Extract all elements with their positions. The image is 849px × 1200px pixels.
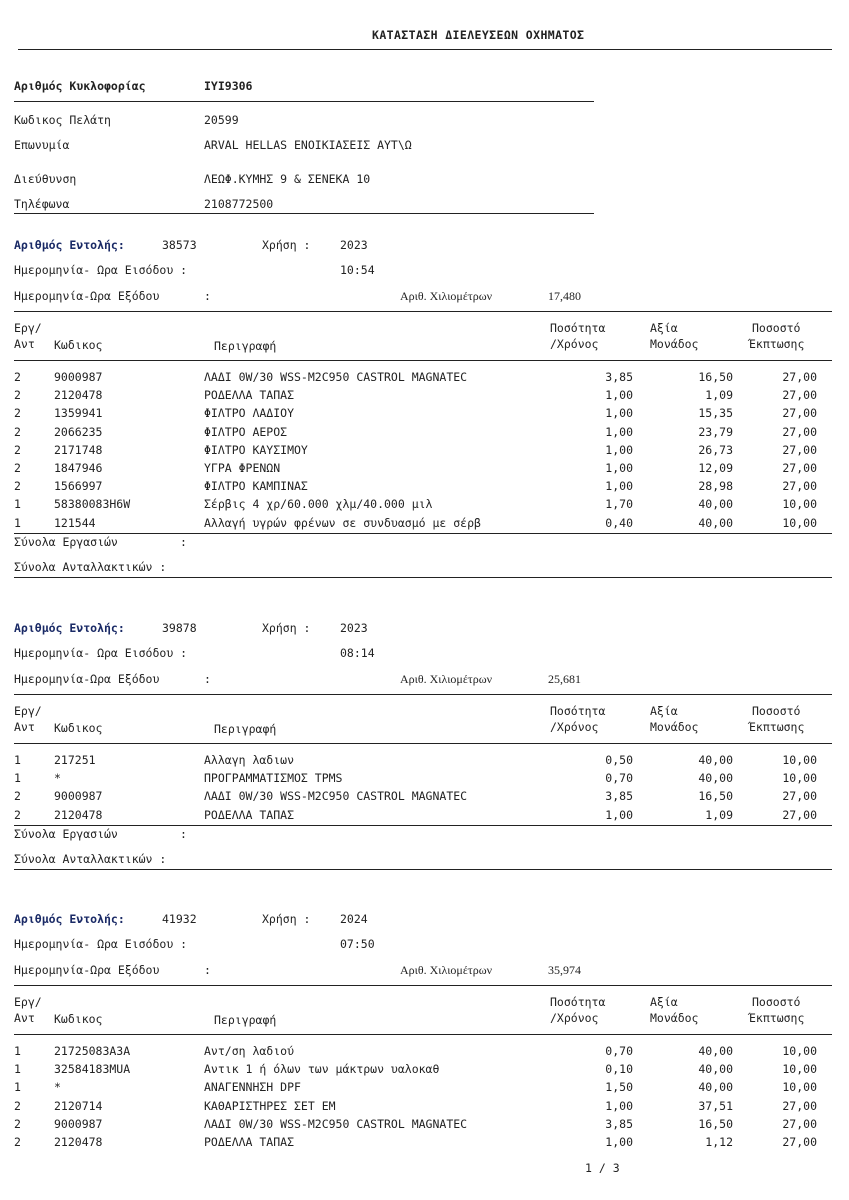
line-description: ΠΡΟΓΡΑΜΜΑΤΙΣΜΟΣ TPMS (204, 771, 343, 786)
km-value: 17,480 (548, 289, 581, 303)
line-quantity: 1,00 (605, 479, 633, 494)
table-row (14, 1135, 819, 1153)
km-value: 25,681 (548, 672, 581, 686)
line-discount: 27,00 (782, 789, 817, 804)
order-year-label: Χρήση : (262, 912, 311, 926)
line-description: ΦΙΛΤΡΟ ΑΕΡΟΣ (204, 424, 288, 439)
line-unit-price: 16,50 (698, 789, 733, 804)
line-erg: 2 (14, 1116, 21, 1131)
plate-rule (14, 101, 594, 102)
customer-address-value: ΛΕΩΦ.ΚΥΜΗΣ 9 & ΣΕΝΕΚΑ 10 (204, 172, 371, 186)
line-erg: 2 (14, 424, 21, 439)
customer-rule (14, 213, 594, 214)
order-number-value: 38573 (162, 238, 197, 252)
line-unit-price: 40,00 (698, 1062, 733, 1077)
line-erg: 1 (14, 1062, 21, 1077)
line-discount: 10,00 (782, 753, 817, 767)
order-number-label: Αριθμός Εντολής: (14, 621, 125, 635)
line-quantity: 0,70 (605, 1044, 633, 1058)
plate-label: Αριθμός Κυκλοφορίας (14, 79, 146, 93)
line-unit-price: 15,35 (698, 406, 733, 421)
line-unit-price: 28,98 (698, 479, 733, 494)
line-description: ΑΝΑΓΕΝΝΗΣΗ DPF (204, 1080, 301, 1095)
title-rule (18, 49, 832, 50)
rows-end-rule (14, 825, 832, 826)
table-row (14, 388, 819, 406)
line-discount: 27,00 (782, 1116, 817, 1131)
exit-datetime-label: Ημερομηνία-Ωρα Εξόδου (14, 963, 160, 977)
document-title: ΚΑΤΑΣΤΑΣΗ ΔΙΕΛΕΥΣΕΩΝ ΟΧΗΜΑΤΟΣ (372, 28, 585, 42)
line-code: 2120714 (54, 1098, 103, 1113)
order-number-value: 41932 (162, 912, 197, 926)
line-quantity: 1,50 (605, 1080, 633, 1095)
line-erg: 2 (14, 807, 21, 822)
table-row (14, 406, 819, 424)
line-unit-price: 37,51 (698, 1098, 733, 1113)
line-quantity: 1,00 (605, 807, 633, 822)
line-quantity: 1,00 (605, 1135, 633, 1149)
line-quantity: 1,00 (605, 388, 633, 403)
col-desc-header: Περιγραφή (214, 722, 277, 736)
col-qty-header-2: /Χρόνος (550, 337, 599, 351)
line-discount: 10,00 (782, 1044, 817, 1058)
col-disc-header-1: Ποσοστό (752, 321, 801, 335)
col-qty-header-1: Ποσότητα (550, 321, 606, 335)
col-erg-header-1: Εργ/ (14, 704, 42, 718)
line-description: ΦΙΛΤΡΟ ΛΑΔΙΟΥ (204, 406, 295, 421)
line-code: 121544 (54, 515, 96, 530)
line-discount: 10,00 (782, 1080, 817, 1095)
col-code-header: Κωδικος (54, 338, 103, 352)
line-code: 1566997 (54, 479, 103, 494)
line-quantity: 0,70 (605, 771, 633, 786)
line-code: 32584183MUA (54, 1062, 131, 1077)
line-unit-price: 40,00 (698, 753, 733, 767)
line-quantity: 3,85 (605, 370, 633, 384)
line-description: Αντικ 1 ή όλων των μάκτρων υαλοκαθ (204, 1062, 440, 1077)
line-erg: 2 (14, 789, 21, 804)
line-description: ΦΙΛΤΡΟ ΚΑΥΣΙΜΟΥ (204, 442, 308, 457)
line-discount: 27,00 (782, 370, 817, 384)
total-parts-label: Σύνολα Ανταλλακτικών : (14, 851, 167, 866)
line-discount: 27,00 (782, 461, 817, 475)
order-number-label: Αριθμός Εντολής: (14, 912, 125, 926)
line-quantity: 1,00 (605, 406, 633, 421)
col-price-header-1: Αξία (650, 704, 678, 718)
col-code-header: Κωδικος (54, 1012, 103, 1026)
line-discount: 27,00 (782, 388, 817, 403)
col-erg-header-2: Αντ (14, 1011, 35, 1025)
line-erg: 2 (14, 479, 21, 494)
line-description: Αλλαγή υγρών φρένων σε συνδυασμό με σέρβ (204, 515, 481, 530)
line-code: 58380083H6W (54, 497, 131, 512)
customer-code-label: Κωδικος Πελάτη (14, 113, 111, 127)
order-year-value: 2023 (340, 238, 368, 252)
line-code: 9000987 (54, 370, 103, 384)
table-row (14, 370, 819, 388)
entry-time-value: 08:14 (340, 646, 375, 660)
line-erg: 2 (14, 442, 21, 457)
table-row (14, 1080, 819, 1098)
order-header-rule (14, 311, 832, 312)
col-disc-header-2: Έκπτωσης (749, 337, 805, 351)
col-price-header-2: Μονάδος (650, 337, 699, 351)
line-discount: 27,00 (782, 807, 817, 822)
line-unit-price: 1,12 (705, 1135, 733, 1149)
customer-phone-label: Τηλέφωνα (14, 197, 70, 211)
plate-value: ΙΥΙ9306 (204, 79, 253, 93)
line-unit-price: 23,79 (698, 424, 733, 439)
line-code: * (54, 1080, 61, 1095)
table-row (14, 479, 819, 497)
order-year-value: 2024 (340, 912, 368, 926)
line-code: 1847946 (54, 461, 103, 475)
page-number: 1 / 3 (585, 1161, 620, 1175)
line-discount: 27,00 (782, 479, 817, 494)
exit-datetime-label: Ημερομηνία-Ωρα Εξόδου (14, 289, 160, 303)
line-description: ΛΑΔΙ 0W/30 WSS-M2C950 CASTROL MAGNATEC (204, 789, 468, 804)
entry-datetime-label: Ημερομηνία- Ωρα Εισόδου : (14, 263, 188, 277)
line-unit-price: 40,00 (698, 1080, 733, 1095)
entry-time-value: 07:50 (340, 937, 375, 951)
line-code: 2120478 (54, 1135, 103, 1149)
total-labor-label: Σύνολα Εργασιών (14, 534, 118, 549)
line-discount: 27,00 (782, 424, 817, 439)
line-unit-price: 40,00 (698, 515, 733, 530)
table-row (14, 461, 819, 479)
line-erg: 2 (14, 1098, 21, 1113)
column-header-rule (14, 360, 832, 361)
line-code: 217251 (54, 753, 96, 767)
line-description: Σέρβις 4 χρ/60.000 χλμ/40.000 μιλ (204, 497, 433, 512)
line-quantity: 1,00 (605, 461, 633, 475)
col-price-header-2: Μονάδος (650, 1011, 699, 1025)
line-code: 2171748 (54, 442, 103, 457)
line-erg: 2 (14, 461, 21, 475)
line-description: ΦΙΛΤΡΟ ΚΑΜΠΙΝΑΣ (204, 479, 308, 494)
line-unit-price: 40,00 (698, 771, 733, 786)
line-code: 9000987 (54, 1116, 103, 1131)
exit-datetime-colon: : (204, 963, 211, 977)
col-price-header-1: Αξία (650, 995, 678, 1009)
line-discount: 27,00 (782, 442, 817, 457)
line-quantity: 3,85 (605, 1116, 633, 1131)
order-year-label: Χρήση : (262, 621, 311, 635)
line-description: ΡΟΔΕΛΛΑ ΤΑΠΑΣ (204, 807, 295, 822)
col-disc-header-1: Ποσοστό (752, 995, 801, 1009)
km-value: 35,974 (548, 963, 581, 977)
exit-datetime-colon: : (204, 289, 211, 303)
table-row (14, 497, 819, 515)
order-number-label: Αριθμός Εντολής: (14, 238, 125, 252)
line-code: * (54, 771, 61, 786)
line-discount: 10,00 (782, 1062, 817, 1077)
line-discount: 27,00 (782, 406, 817, 421)
total-parts-label: Σύνολα Ανταλλακτικών : (14, 559, 167, 574)
table-row (14, 1117, 819, 1135)
line-quantity: 0,10 (605, 1062, 633, 1077)
line-code: 2120478 (54, 807, 103, 822)
col-qty-header-2: /Χρόνος (550, 720, 599, 734)
exit-datetime-label: Ημερομηνία-Ωρα Εξόδου (14, 672, 160, 686)
col-price-header-1: Αξία (650, 321, 678, 335)
order-year-value: 2023 (340, 621, 368, 635)
line-quantity: 0,50 (605, 753, 633, 767)
customer-name-label: Επωνυμία (14, 138, 70, 152)
line-unit-price: 12,09 (698, 461, 733, 475)
line-quantity: 1,00 (605, 424, 633, 439)
line-erg: 1 (14, 515, 21, 530)
km-label: Αριθ. Χιλιομέτρων (400, 289, 493, 303)
order-number-value: 39878 (162, 621, 197, 635)
line-code: 21725083A3A (54, 1044, 131, 1058)
customer-name-value: ARVAL HELLAS ΕΝΟΙΚΙΑΣΕΙΣ ΑΥΤ\Ω (204, 138, 412, 152)
table-row (14, 1044, 819, 1062)
line-quantity: 1,70 (605, 497, 633, 512)
col-price-header-2: Μονάδος (650, 720, 699, 734)
line-description: ΛΑΔΙ 0W/30 WSS-M2C950 CASTROL MAGNATEC (204, 370, 468, 384)
totals-rule (14, 869, 832, 870)
line-description: Αλλαγη λαδιων (204, 753, 295, 767)
entry-time-value: 10:54 (340, 263, 375, 277)
total-labor-label: Σύνολα Εργασιών (14, 826, 118, 841)
col-erg-header-2: Αντ (14, 720, 35, 734)
table-row (14, 516, 819, 534)
order-year-label: Χρήση : (262, 238, 311, 252)
totals-rule (14, 577, 832, 578)
line-description: ΛΑΔΙ 0W/30 WSS-M2C950 CASTROL MAGNATEC (204, 1116, 468, 1131)
exit-datetime-colon: : (204, 672, 211, 686)
entry-datetime-label: Ημερομηνία- Ωρα Εισόδου : (14, 646, 188, 660)
line-erg: 1 (14, 497, 21, 512)
table-row (14, 771, 819, 789)
column-header-rule (14, 1034, 832, 1035)
entry-datetime-label: Ημερομηνία- Ωρα Εισόδου : (14, 937, 188, 951)
km-label: Αριθ. Χιλιομέτρων (400, 672, 493, 686)
col-erg-header-1: Εργ/ (14, 321, 42, 335)
line-description: ΡΟΔΕΛΛΑ ΤΑΠΑΣ (204, 1135, 295, 1149)
col-erg-header-2: Αντ (14, 337, 35, 351)
line-erg: 2 (14, 388, 21, 403)
table-row (14, 1099, 819, 1117)
col-disc-header-2: Έκπτωσης (749, 1011, 805, 1025)
col-disc-header-2: Έκπτωσης (749, 720, 805, 734)
customer-phone-value: 2108772500 (204, 197, 274, 211)
line-unit-price: 1,09 (705, 807, 733, 822)
line-erg: 2 (14, 406, 21, 421)
line-quantity: 1,00 (605, 442, 633, 457)
column-header-rule (14, 743, 832, 744)
line-description: Αντ/ση λαδιού (204, 1044, 295, 1058)
line-discount: 10,00 (782, 515, 817, 530)
table-row (14, 443, 819, 461)
line-description: ΥΓΡΑ ΦΡΕΝΩΝ (204, 461, 281, 475)
line-quantity: 0,40 (605, 515, 633, 530)
col-qty-header-1: Ποσότητα (550, 995, 606, 1009)
line-description: ΚΑΘΑΡΙΣΤΗΡΕΣ ΣΕΤ ΕΜ (204, 1098, 336, 1113)
table-row (14, 1062, 819, 1080)
customer-code-value: 20599 (204, 113, 239, 127)
line-erg: 1 (14, 1080, 21, 1095)
col-qty-header-1: Ποσότητα (550, 704, 606, 718)
line-code: 2120478 (54, 388, 103, 403)
line-unit-price: 16,50 (698, 370, 733, 384)
line-unit-price: 40,00 (698, 1044, 733, 1058)
line-unit-price: 26,73 (698, 442, 733, 457)
col-desc-header: Περιγραφή (214, 1013, 277, 1027)
table-row (14, 808, 819, 826)
order-header-rule (14, 694, 832, 695)
order-header-rule (14, 985, 832, 986)
line-code: 1359941 (54, 406, 103, 421)
col-erg-header-1: Εργ/ (14, 995, 42, 1009)
line-unit-price: 16,50 (698, 1116, 733, 1131)
line-discount: 27,00 (782, 1098, 817, 1113)
line-erg: 2 (14, 370, 21, 384)
line-unit-price: 40,00 (698, 497, 733, 512)
rows-end-rule (14, 533, 832, 534)
line-code: 9000987 (54, 789, 103, 804)
col-desc-header: Περιγραφή (214, 339, 277, 353)
line-erg: 1 (14, 1044, 21, 1058)
line-code: 2066235 (54, 424, 103, 439)
km-label: Αριθ. Χιλιομέτρων (400, 963, 493, 977)
line-quantity: 1,00 (605, 1098, 633, 1113)
total-labor-colon: : (180, 534, 187, 549)
customer-address-label: Διεύθυνση (14, 172, 77, 186)
line-unit-price: 1,09 (705, 388, 733, 403)
line-discount: 27,00 (782, 1135, 817, 1149)
table-row (14, 789, 819, 807)
line-description: ΡΟΔΕΛΛΑ ΤΑΠΑΣ (204, 388, 295, 403)
line-erg: 1 (14, 771, 21, 786)
line-discount: 10,00 (782, 771, 817, 786)
line-discount: 10,00 (782, 497, 817, 512)
col-code-header: Κωδικος (54, 721, 103, 735)
table-row (14, 425, 819, 443)
table-row (14, 753, 819, 771)
line-erg: 2 (14, 1135, 21, 1149)
line-quantity: 3,85 (605, 789, 633, 804)
line-erg: 1 (14, 753, 21, 767)
col-disc-header-1: Ποσοστό (752, 704, 801, 718)
col-qty-header-2: /Χρόνος (550, 1011, 599, 1025)
total-labor-colon: : (180, 826, 187, 841)
